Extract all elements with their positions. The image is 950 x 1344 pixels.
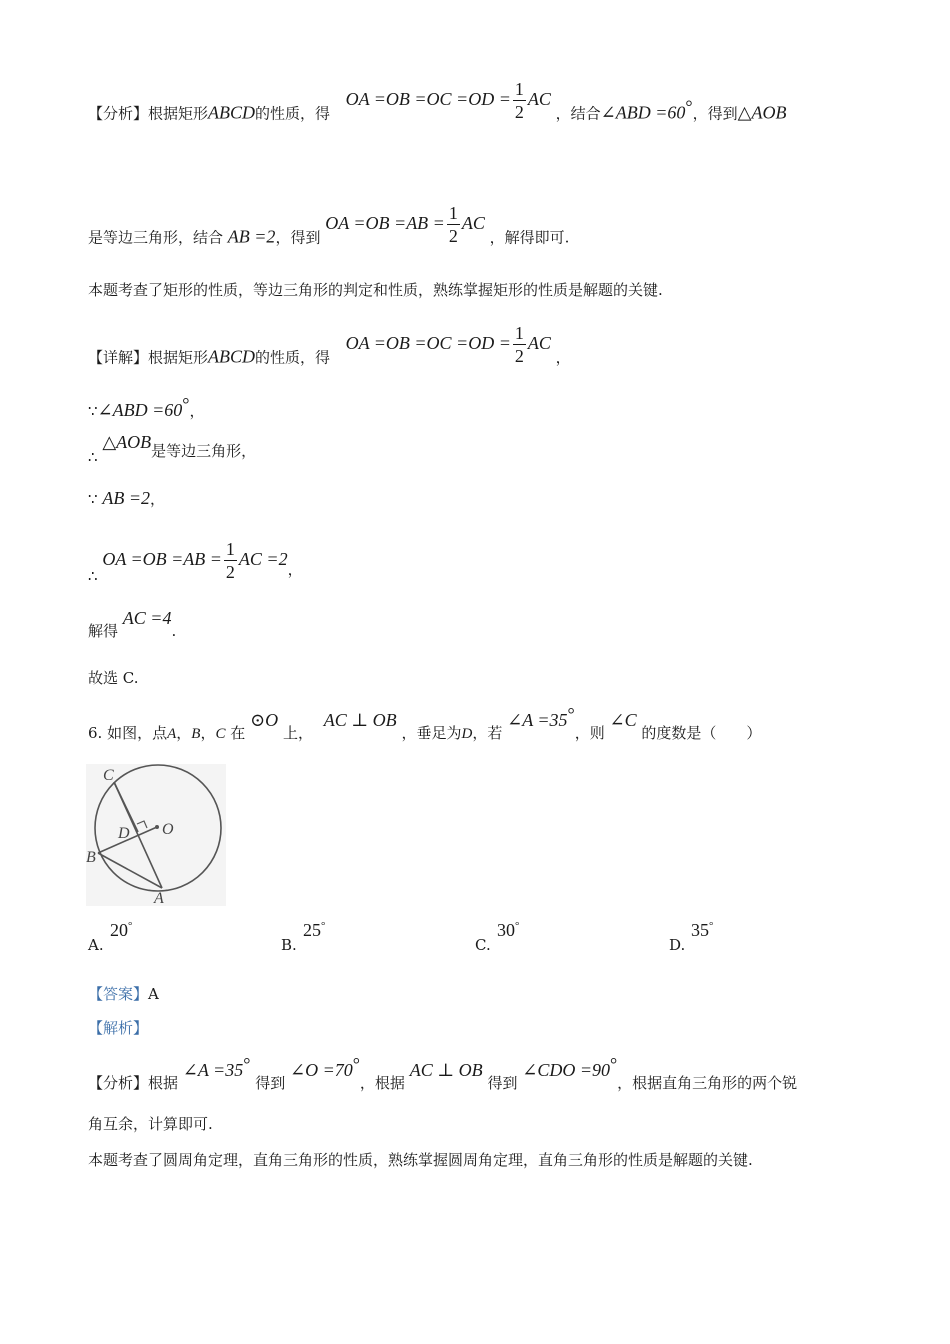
because-symbol: ∵ xyxy=(88,490,98,508)
fraction-half xyxy=(513,322,526,367)
degree-sign: ° xyxy=(685,96,693,117)
option-c-letter: C. xyxy=(475,936,491,954)
option-a-value xyxy=(110,920,132,941)
therefore-equilateral-line xyxy=(88,432,257,466)
degree-question: 的度数是（ ） xyxy=(641,724,762,742)
rect-abcd: ABCD xyxy=(208,102,256,123)
therefore-symbol: ∴ xyxy=(88,448,98,466)
therefore-symbol: ∴ xyxy=(88,566,98,585)
comma: ， xyxy=(176,724,192,742)
then-text: ，则 xyxy=(574,724,605,742)
analysis-line-2 xyxy=(88,203,570,261)
circle-o: ⊙O xyxy=(250,710,279,730)
analysis2-line-1 xyxy=(88,1054,798,1093)
degree-sign: ° xyxy=(567,704,575,724)
solve-text: 解得 xyxy=(88,622,119,640)
right-triangle-text: ，根据直角三角形的两个锐 xyxy=(617,1074,798,1092)
analysis-lead: 【分析】根据 xyxy=(88,1074,179,1092)
rect-abcd: ABCD xyxy=(208,346,256,367)
combine-text: ，结合 xyxy=(555,104,601,123)
option-a-letter: A. xyxy=(88,936,104,954)
get-text: ，得到 xyxy=(275,228,321,247)
option-b-number: 25 xyxy=(303,920,321,940)
get-text: 得到 xyxy=(487,1074,518,1092)
equation-left: OA =OB =AB = xyxy=(102,548,222,569)
get-text: 得到 xyxy=(255,1074,286,1092)
equation-right: AC xyxy=(527,332,551,353)
degree-sign: ° xyxy=(243,1054,251,1074)
analysis-label: 【解析】 xyxy=(88,1019,149,1037)
option-b-value xyxy=(303,920,325,941)
label-d: D xyxy=(118,825,130,842)
degree-sign: ° xyxy=(515,920,520,932)
solve-line xyxy=(88,608,177,641)
center-dot xyxy=(155,825,159,829)
get-text: ，得到 xyxy=(692,104,738,123)
answer-label: 【答案】 xyxy=(88,985,149,1003)
angle-o: ∠O =70 xyxy=(289,1060,353,1080)
answer-line xyxy=(88,984,159,1004)
fraction-half xyxy=(513,78,526,123)
because-symbol: ∵ xyxy=(88,402,98,420)
question-6 xyxy=(88,704,762,744)
comma: ， xyxy=(555,348,571,367)
prop-text: 的性质，得 xyxy=(255,348,331,367)
label-c: C xyxy=(103,767,114,784)
option-d-value xyxy=(691,920,713,941)
analysis2-line-2: 角互余，计算即可. xyxy=(88,1115,213,1133)
choose-line: 故选 C. xyxy=(88,669,139,687)
question-lead: 6. 如图，点 xyxy=(88,724,168,742)
because-angle-line xyxy=(88,394,204,421)
option-d-letter: D. xyxy=(669,936,686,954)
option-c-value xyxy=(497,920,519,941)
degree-sign: ° xyxy=(128,920,133,932)
option-d-number: 35 xyxy=(691,920,709,940)
point-a: A xyxy=(167,726,177,742)
ab-equals-2: AB =2 xyxy=(227,226,276,247)
label-b: B xyxy=(86,849,96,866)
fraction-half xyxy=(447,202,460,247)
triangle-aob: △AOB xyxy=(102,432,152,452)
angle-abd: ∠ABD =60 xyxy=(97,400,183,420)
degree-sign: ° xyxy=(352,1054,360,1074)
analysis-line-1 xyxy=(88,79,787,137)
frac-den: 2 xyxy=(225,562,235,582)
solve-text: ，解得即可. xyxy=(489,228,570,247)
degree-sign: ° xyxy=(709,920,714,932)
degree-sign: ° xyxy=(609,1054,618,1074)
if-text: ，若 xyxy=(472,724,503,742)
equation-right: AC xyxy=(527,88,551,109)
circle-figure xyxy=(86,764,226,906)
summary-line-1: 本题考查了矩形的性质，等边三角形的判定和性质，熟练掌握矩形的性质是解题的关键. xyxy=(88,281,663,299)
ab-equals-2: AB =2 xyxy=(102,488,150,508)
equation-left: OA =OB =OC =OD = xyxy=(345,332,511,353)
equation-right: AC =2 xyxy=(238,548,288,569)
foot-text: ，垂足为 xyxy=(401,724,462,742)
prop-text: 的性质，得 xyxy=(255,104,331,123)
fraction-half xyxy=(224,538,237,583)
therefore-ac-line xyxy=(88,539,303,593)
summary-line-2: 本题考查了圆周角定理，直角三角形的性质，熟练掌握圆周角定理，直角三角形的性质是解题的关键. xyxy=(88,1151,753,1169)
option-b-letter: B. xyxy=(281,936,297,954)
point-c: C xyxy=(215,726,226,742)
comma: ， xyxy=(189,402,205,420)
detail-line-1 xyxy=(88,323,571,381)
option-c-number: 30 xyxy=(497,920,515,940)
comma: ， xyxy=(200,724,216,742)
frac-num: 1 xyxy=(225,539,235,559)
triangle-aob: △AOB xyxy=(737,102,787,123)
answer-value: A xyxy=(148,985,159,1003)
equilateral-text: 是等边三角形， xyxy=(151,442,257,460)
angle-a: ∠A =35 xyxy=(182,1060,244,1080)
option-a-number: 20 xyxy=(110,920,128,940)
analysis-lead: 【分析】根据矩形 xyxy=(88,104,209,123)
angle-c: ∠C xyxy=(609,710,637,730)
period: . xyxy=(171,622,177,640)
because-ab-line xyxy=(88,488,165,509)
frac-den: 2 xyxy=(448,226,458,246)
on-circle-text: 上， xyxy=(282,724,313,742)
degree-sign: ° xyxy=(321,920,326,932)
label-o: O xyxy=(162,821,174,838)
degree-sign: ° xyxy=(182,394,190,414)
text-equilateral: 是等边三角形，结合 xyxy=(88,228,224,247)
ac-perp-ob: AC ⊥ OB xyxy=(323,710,397,730)
equation-right: AC xyxy=(461,212,485,233)
point-d: D xyxy=(461,726,473,742)
frac-num: 1 xyxy=(514,323,524,343)
angle-cdo: ∠CDO =90 xyxy=(522,1060,610,1080)
angle-a: ∠A =35 xyxy=(507,710,568,730)
frac-num: 1 xyxy=(448,203,458,223)
comma: ， xyxy=(287,560,303,579)
ac-perp-ob: AC ⊥ OB xyxy=(409,1060,483,1080)
point-b: B xyxy=(191,726,201,742)
frac-den: 2 xyxy=(514,102,524,122)
label-a: A xyxy=(154,890,164,906)
equation-left: OA =OB =OC =OD = xyxy=(345,88,511,109)
on-text: 在 xyxy=(230,724,246,742)
according-text: ，根据 xyxy=(359,1074,405,1092)
ac-equals-4: AC =4 xyxy=(122,608,172,628)
frac-num: 1 xyxy=(514,79,524,99)
angle-abd: ∠ABD =60 xyxy=(600,102,686,123)
frac-den: 2 xyxy=(514,346,524,366)
comma: ， xyxy=(149,490,165,508)
equation-left: OA =OB =AB = xyxy=(325,212,445,233)
detail-lead: 【详解】根据矩形 xyxy=(88,348,209,367)
